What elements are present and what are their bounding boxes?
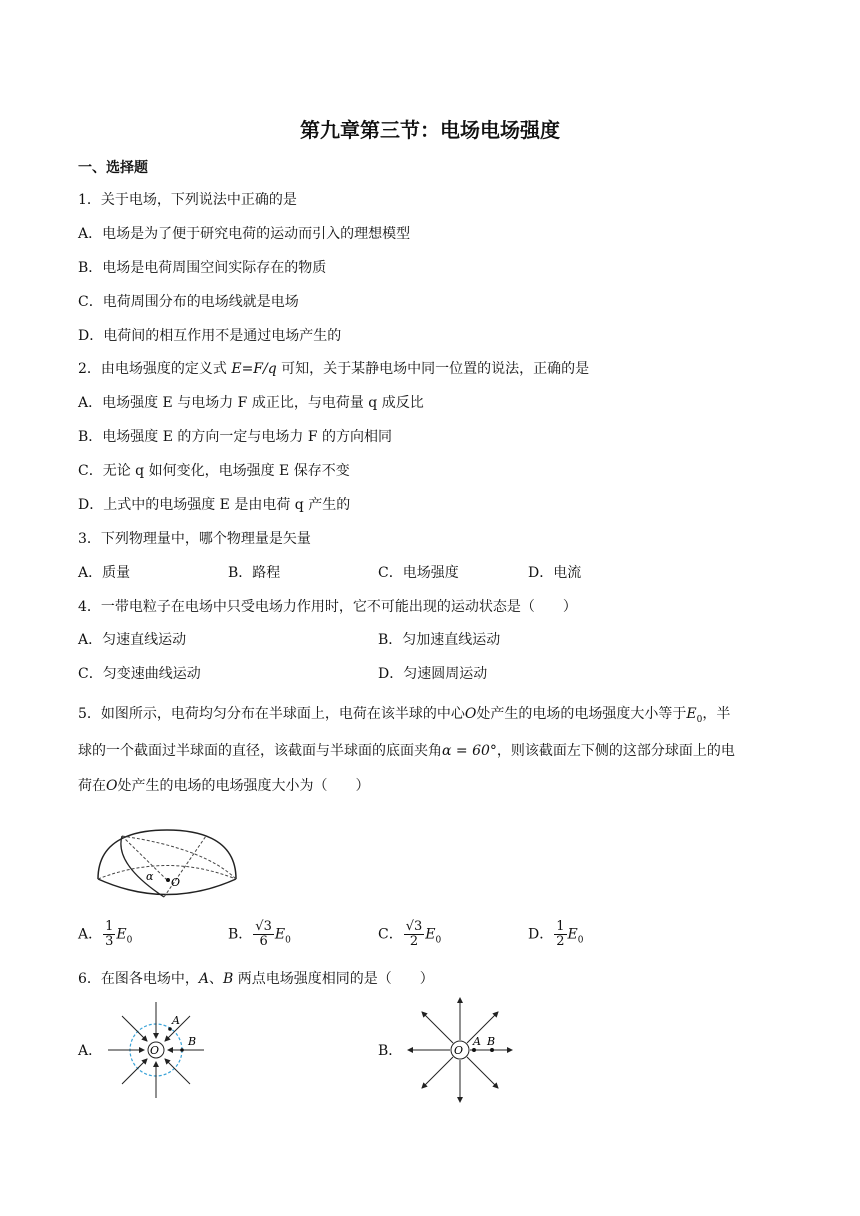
fig-b-b-label: B bbox=[487, 1035, 496, 1048]
q5-opt-d-num: 1 bbox=[556, 919, 565, 934]
fig-a-o-label: O bbox=[150, 1044, 160, 1057]
q5-opt-b-sub: 0 bbox=[285, 935, 291, 946]
q5-point-o-2: O bbox=[106, 778, 118, 794]
q6-stem bbox=[78, 970, 434, 988]
q4-stem: 4．一带电粒子在电场中只受电场力作用时，它不可能出现的运动状态是（ ） bbox=[78, 599, 577, 615]
q4-option-b: B．匀加速直线运动 bbox=[378, 632, 501, 648]
q5-line1-mid: 处产生的电场的电场强度大小等于 bbox=[476, 706, 687, 722]
fig-a-b-label: B bbox=[188, 1035, 197, 1048]
q5-opt-a-label: A． bbox=[78, 926, 103, 943]
q6-stem-pre: 6．在图各电场中， bbox=[78, 971, 199, 987]
q2-stem-post: 可知，关于某静电场中同一位置的说法，正确的是 bbox=[276, 361, 590, 377]
q2-option-d: D．上式中的电场强度 E 是由电荷 q 产生的 bbox=[78, 497, 351, 513]
q3-stem: 3．下列物理量中，哪个物理量是矢量 bbox=[78, 531, 311, 547]
q5-line3-pre: 荷在 bbox=[78, 778, 106, 794]
q5-point-o: O bbox=[464, 706, 477, 722]
q2-option-a: A．电场强度 E 与电场力 F 成正比，与电荷量 q 成反比 bbox=[78, 395, 424, 411]
q5-opt-d-sub: 0 bbox=[577, 935, 584, 946]
fig-b-o-label: O bbox=[454, 1044, 464, 1057]
fig-alpha-label: α bbox=[146, 870, 154, 883]
q5-option-b bbox=[228, 920, 291, 949]
q5-opt-d-e: E bbox=[567, 926, 578, 943]
q6-stem-post: 两点电场强度相同的是（ ） bbox=[233, 971, 434, 987]
fig-o-label: O bbox=[171, 876, 181, 889]
page-title: 第九章第三节：电场电场强度 bbox=[300, 118, 560, 142]
q5-line2-pre: 球的一个截面过半球面的直径，该截面与半球面的底面夹角 bbox=[78, 743, 442, 759]
q4-option-d: D．匀速圆周运动 bbox=[378, 666, 488, 682]
fig-a-a-label: A bbox=[172, 1014, 180, 1027]
q5-option-a bbox=[78, 920, 132, 949]
q5-option-c bbox=[378, 920, 441, 949]
q5-option-d bbox=[528, 920, 583, 949]
q5-line2-post: ，则该截面左下侧的这部分球面上的电 bbox=[496, 743, 735, 759]
q5-line1-pre: 5．如图所示，电荷均匀分布在半球面上，电荷在该半球的中心 bbox=[78, 706, 465, 722]
q1-option-c: C．电荷周围分布的电场线就是电场 bbox=[78, 294, 299, 310]
q6-point-b: B bbox=[223, 971, 234, 987]
q3-option-c: C．电场强度 bbox=[378, 565, 459, 581]
q5-opt-d-frac bbox=[554, 920, 566, 949]
q1-option-b: B．电场是电荷周围空间实际存在的物质 bbox=[78, 260, 327, 276]
q6-sep: 、 bbox=[209, 971, 224, 987]
q5-line-1 bbox=[78, 705, 730, 729]
q5-line1-post: ，半 bbox=[702, 706, 731, 722]
q5-e0: E bbox=[686, 706, 697, 722]
q5-opt-a-num: 1 bbox=[105, 919, 114, 934]
section-heading: 一、选择题 bbox=[78, 160, 148, 176]
q6-point-a: A bbox=[198, 971, 210, 987]
hemisphere-figure bbox=[94, 824, 240, 902]
q5-opt-b-e: E bbox=[274, 926, 286, 943]
q6-option-a: A． bbox=[78, 1043, 103, 1059]
q5-opt-c-den: 2 bbox=[409, 934, 419, 949]
q5-opt-a-sub: 0 bbox=[126, 935, 133, 946]
q2-stem bbox=[78, 360, 589, 378]
q3-option-d: D．电流 bbox=[528, 565, 582, 581]
q5-opt-b-label: B． bbox=[228, 926, 253, 943]
q2-option-b: B．电场强度 E 的方向一定与电场力 F 的方向相同 bbox=[78, 429, 393, 445]
q4-option-a: A．匀速直线运动 bbox=[78, 632, 187, 648]
q5-opt-c-num: √3 bbox=[405, 919, 423, 934]
q5-e0-sub: 0 bbox=[696, 714, 703, 725]
q1-option-a: A．电场是为了便于研究电荷的运动而引入的理想模型 bbox=[78, 226, 411, 242]
q1-option-d: D．电荷间的相互作用不是通过电场产生的 bbox=[78, 328, 342, 344]
q5-opt-b-den: 6 bbox=[259, 934, 268, 949]
field-figure-a bbox=[100, 1000, 210, 1100]
q1-stem: 1．关于电场，下列说法中正确的是 bbox=[78, 192, 297, 208]
q5-opt-c-frac bbox=[404, 920, 425, 949]
q5-angle: α = 60° bbox=[442, 743, 497, 759]
q6-option-b: B． bbox=[378, 1043, 403, 1059]
q3-option-a: A．质量 bbox=[78, 565, 131, 581]
q5-opt-c-e: E bbox=[425, 926, 436, 943]
q2-formula: E=F/q bbox=[231, 361, 277, 377]
q3-option-b: B．路程 bbox=[228, 565, 281, 581]
q5-opt-d-label: D． bbox=[528, 926, 554, 943]
q5-opt-a-frac bbox=[103, 920, 115, 949]
q2-stem-pre: 2．由电场强度的定义式 bbox=[78, 361, 232, 377]
q5-opt-b-frac bbox=[253, 920, 274, 949]
q5-opt-c-label: C． bbox=[378, 926, 403, 943]
field-figure-b bbox=[404, 994, 516, 1106]
q5-line-2 bbox=[78, 742, 735, 760]
q5-opt-c-sub: 0 bbox=[435, 935, 442, 946]
q5-opt-a-e: E bbox=[116, 926, 127, 943]
q5-opt-b-num: √3 bbox=[255, 919, 272, 934]
q5-line-3 bbox=[78, 777, 369, 795]
fig-b-a-label: A bbox=[473, 1035, 481, 1048]
q2-option-c: C．无论 q 如何变化，电场强度 E 保存不变 bbox=[78, 463, 350, 479]
q5-opt-a-den: 3 bbox=[105, 934, 114, 949]
q5-line3-post: 处产生的电场的电场强度大小为（ ） bbox=[117, 778, 370, 794]
q4-option-c: C．匀变速曲线运动 bbox=[78, 666, 201, 682]
q5-opt-d-den: 2 bbox=[556, 934, 565, 949]
